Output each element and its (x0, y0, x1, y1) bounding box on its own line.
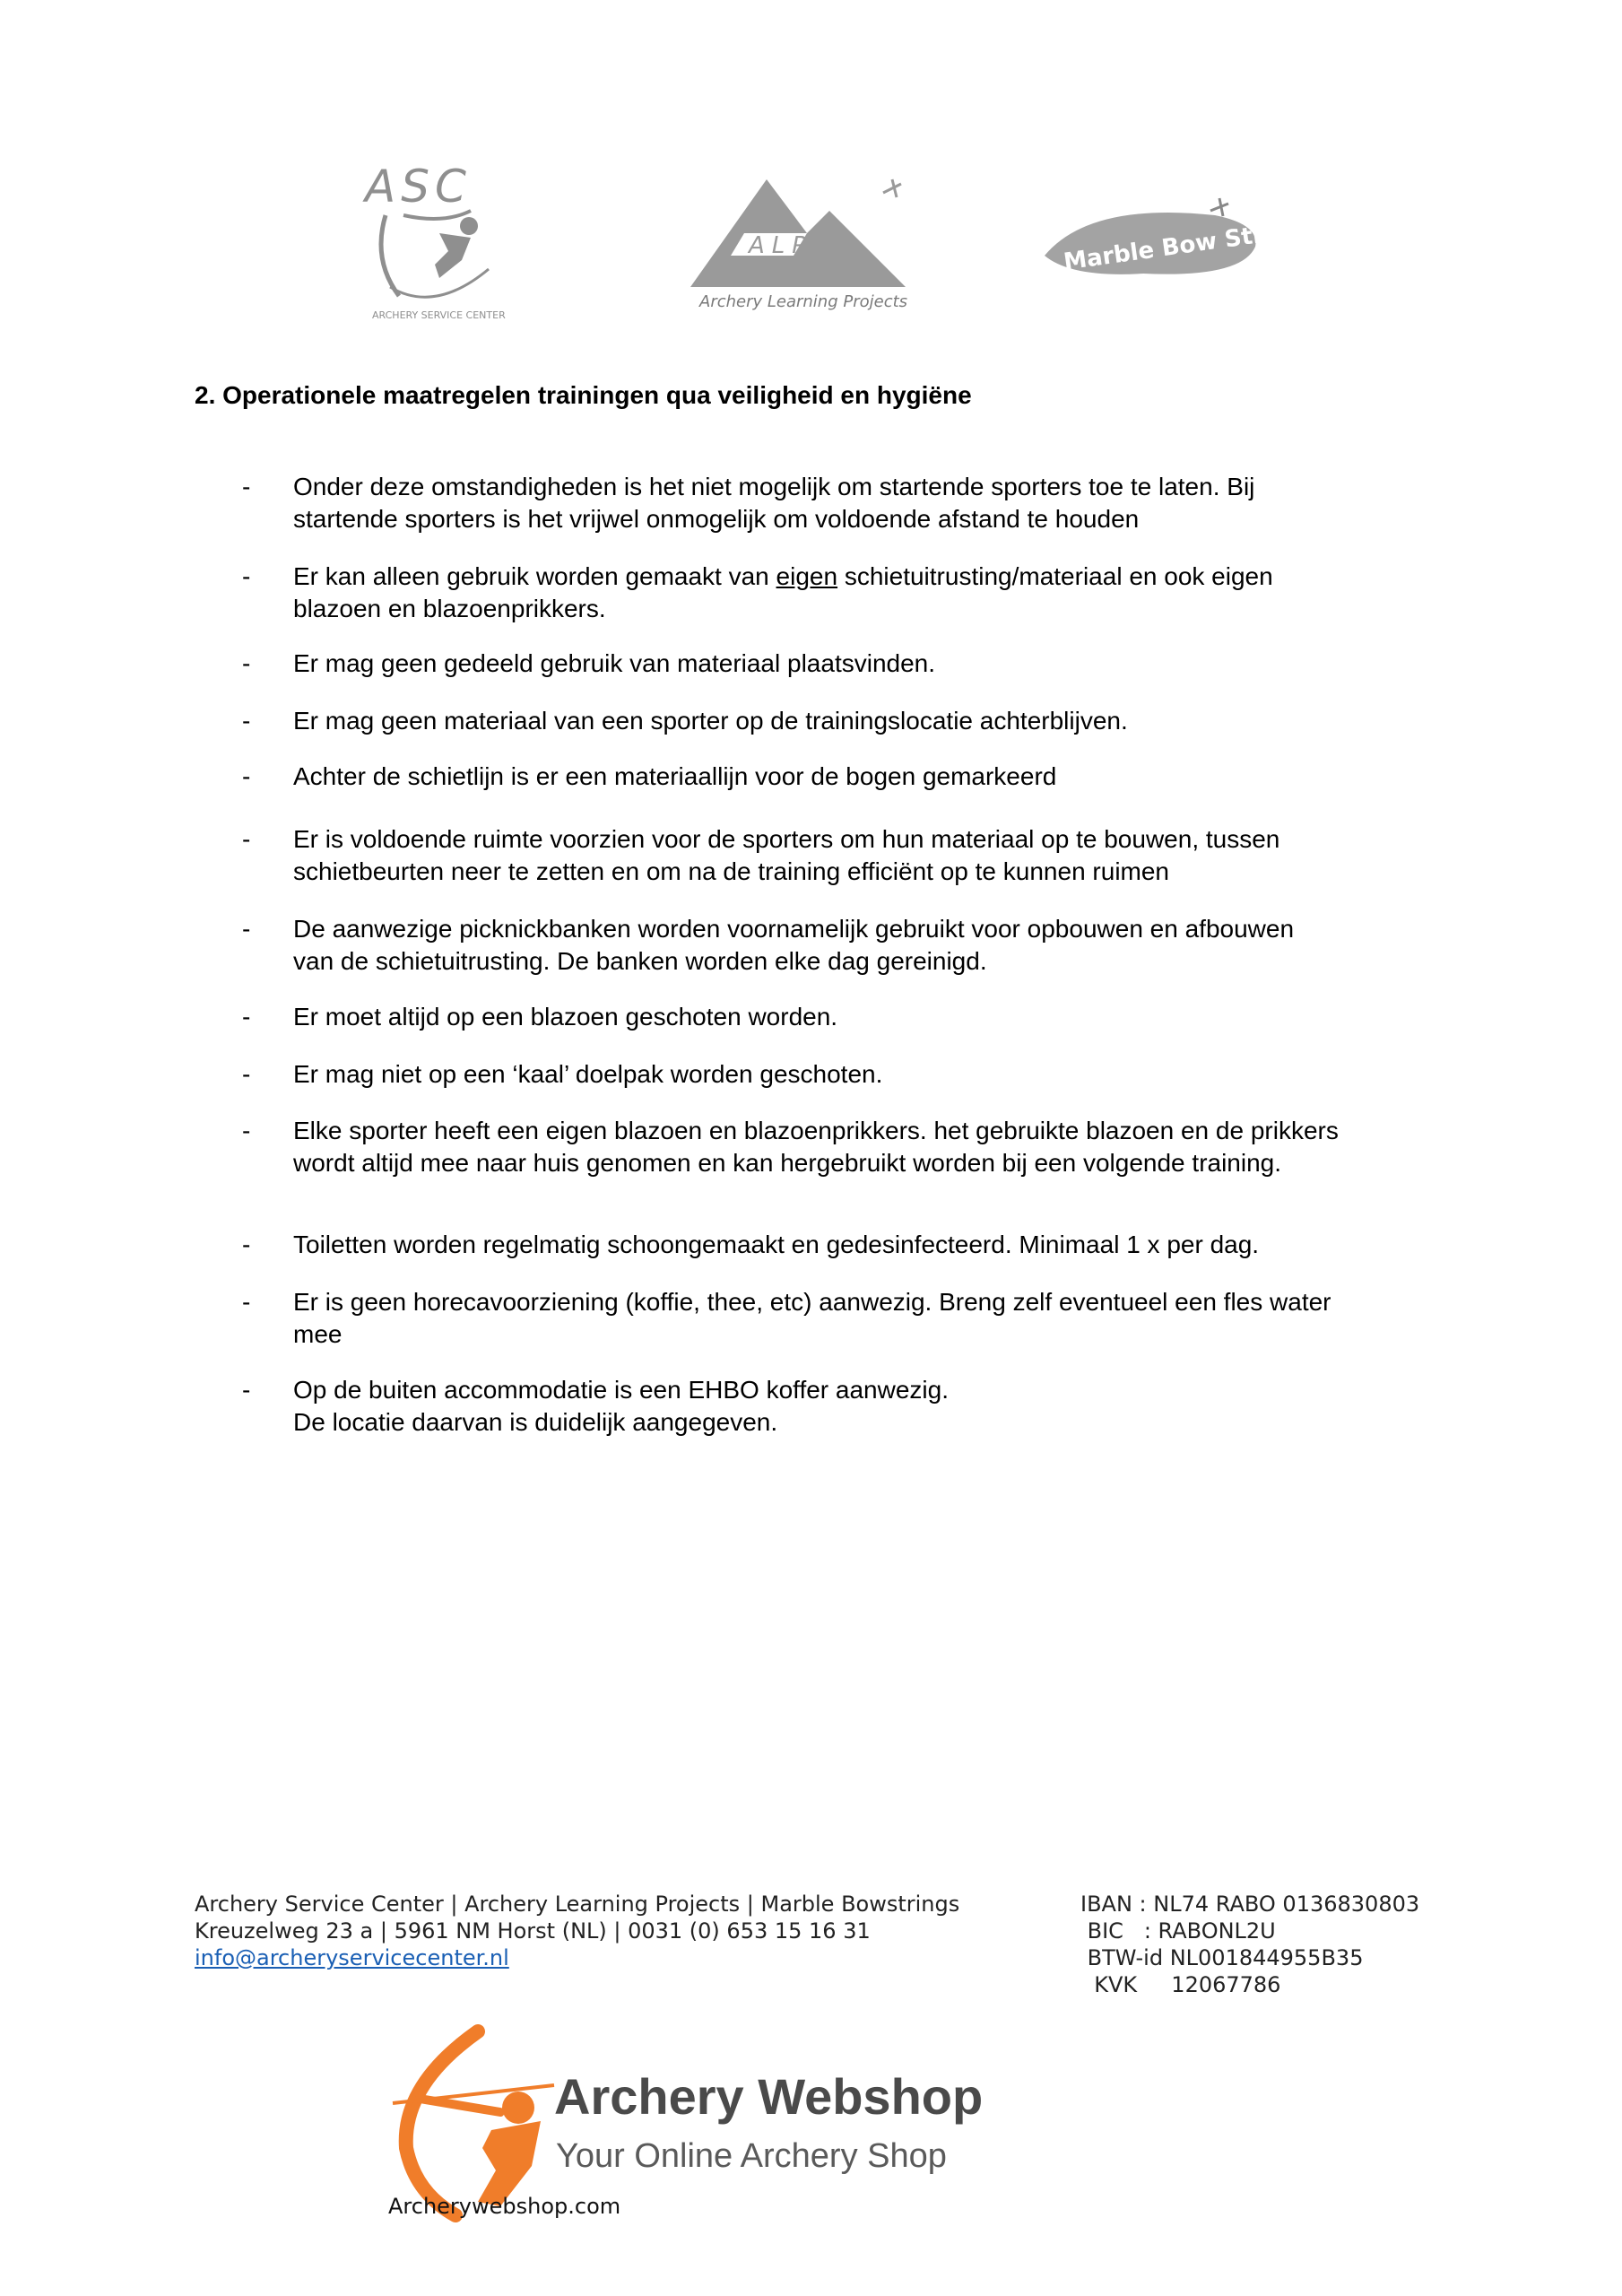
list-dash: - (242, 1003, 251, 1031)
list-item-text: De aanwezige picknickbanken worden voornamelijk gebruikt voor opbouwen en afbouwen (293, 915, 1295, 943)
footer-bank-details (1080, 1891, 1419, 1998)
list-dash: - (242, 1117, 251, 1144)
list-item-text-part: schietuitrusting/materiaal en ook eigen (837, 562, 1273, 590)
list-item-text (293, 561, 1459, 593)
list-item-text: De locatie daarvan is duidelijk aangegeven. (293, 1408, 778, 1436)
webshop-url[interactable]: Archerywebshop.com (388, 2194, 621, 2219)
webshop-title: Archery Webshop (554, 2068, 984, 2125)
list-item-text: Er is geen horecavoorziening (koffie, thee, etc) aanwezig. Breng zelf eventueel een fles water (293, 1288, 1331, 1316)
list-item-text: schietbeurten neer te zetten en om na de training efficiënt op te kunnen ruimen (293, 857, 1170, 885)
footer-btw: BTW-id NL001844955B35 (1080, 1945, 1364, 1970)
list-item-text: wordt altijd mee naar huis genomen en kan hergebruikt worden bij een volgende training. (293, 1149, 1282, 1177)
list-item-text: Er mag geen gedeeld gebruik van materiaal plaatsvinden. (293, 649, 936, 677)
list-dash: - (242, 1288, 251, 1316)
list-item-text: Achter de schietlijn is er een materiaallijn voor de bogen gemarkeerd (293, 762, 1057, 790)
alp-logo (681, 170, 932, 314)
list-dash: - (242, 762, 251, 790)
footer-iban: IBAN : NL74 RABO 0136830803 (1080, 1892, 1420, 1917)
list-item-text: startende sporters is het vrijwel onmogelijk om voldoende afstand te houden (293, 505, 1140, 533)
list-item-text: Onder deze omstandigheden is het niet mogelijk om startende sporters toe te laten. Bij (293, 473, 1255, 500)
list-dash: - (242, 1376, 251, 1404)
asc-logo (354, 161, 516, 323)
list-dash: - (242, 707, 251, 735)
footer-companies: Archery Service Center | Archery Learning Projects | Marble Bowstrings (195, 1892, 960, 1917)
marble-logo-text: Marble Bow Strings (1062, 213, 1321, 276)
list-dash: - (242, 562, 251, 590)
list-dash: - (242, 473, 251, 500)
footer-bic: BIC : RABONL2U (1080, 1918, 1276, 1944)
header-logos (0, 152, 1622, 321)
alp-logo-letters: ALP (749, 232, 813, 259)
list-dash: - (242, 1060, 251, 1088)
footer-email-link[interactable]: info@archeryservicecenter.nl (195, 1945, 509, 1970)
list-item-text: Er is voldoende ruimte voorzien voor de sporters om hun materiaal op te bouwen, tussen (293, 825, 1280, 853)
list-item-text: blazoen en blazoenprikkers. (293, 595, 606, 622)
list-item-text: Er mag niet op een ‘kaal’ doelpak worden geschoten. (293, 1060, 883, 1088)
alp-logo-caption: Archery Learning Projects (699, 292, 908, 311)
asc-logo-letters: ASC (365, 161, 472, 213)
list-dash: - (242, 649, 251, 677)
marble-bowstrings-logo (1036, 193, 1321, 291)
list-item-text-part: Er kan alleen gebruik worden gemaakt van (293, 562, 776, 590)
section-heading: 2. Operationele maatregelen trainingen qua veiligheid en hygiëne (195, 381, 972, 409)
list-item-text: Er mag geen materiaal van een sporter op de trainingslocatie achterblijven. (293, 707, 1128, 735)
footer-address: Kreuzelweg 23 a | 5961 NM Horst (NL) | 0031 (0) 653 15 16 31 (195, 1918, 871, 1944)
list-item-text: Elke sporter heeft een eigen blazoen en blazoenprikkers. het gebruikte blazoen en de prikkers (293, 1117, 1339, 1144)
webshop-subtitle: Your Online Archery Shop (556, 2137, 947, 2175)
list-item-text: mee (293, 1320, 343, 1348)
underlined-word: eigen (776, 562, 838, 590)
list-item-text: Er moet altijd op een blazoen geschoten worden. (293, 1003, 838, 1031)
list-dash: - (242, 825, 251, 853)
list-item-text: Toiletten worden regelmatig schoongemaakt en gedesinfecteerd. Minimaal 1 x per dag. (293, 1231, 1260, 1258)
list-item-text: van de schietuitrusting. De banken worden elke dag gereinigd. (293, 947, 987, 975)
footer-kvk: KVK 12067786 (1080, 1972, 1281, 1997)
list-dash: - (242, 1231, 251, 1258)
list-item-text: Op de buiten accommodatie is een EHBO koffer aanwezig. (293, 1376, 949, 1404)
list-dash: - (242, 915, 251, 943)
footer-contact (195, 1891, 959, 1971)
asc-logo-ring-text: ARCHERY SERVICE CENTER (372, 309, 506, 321)
